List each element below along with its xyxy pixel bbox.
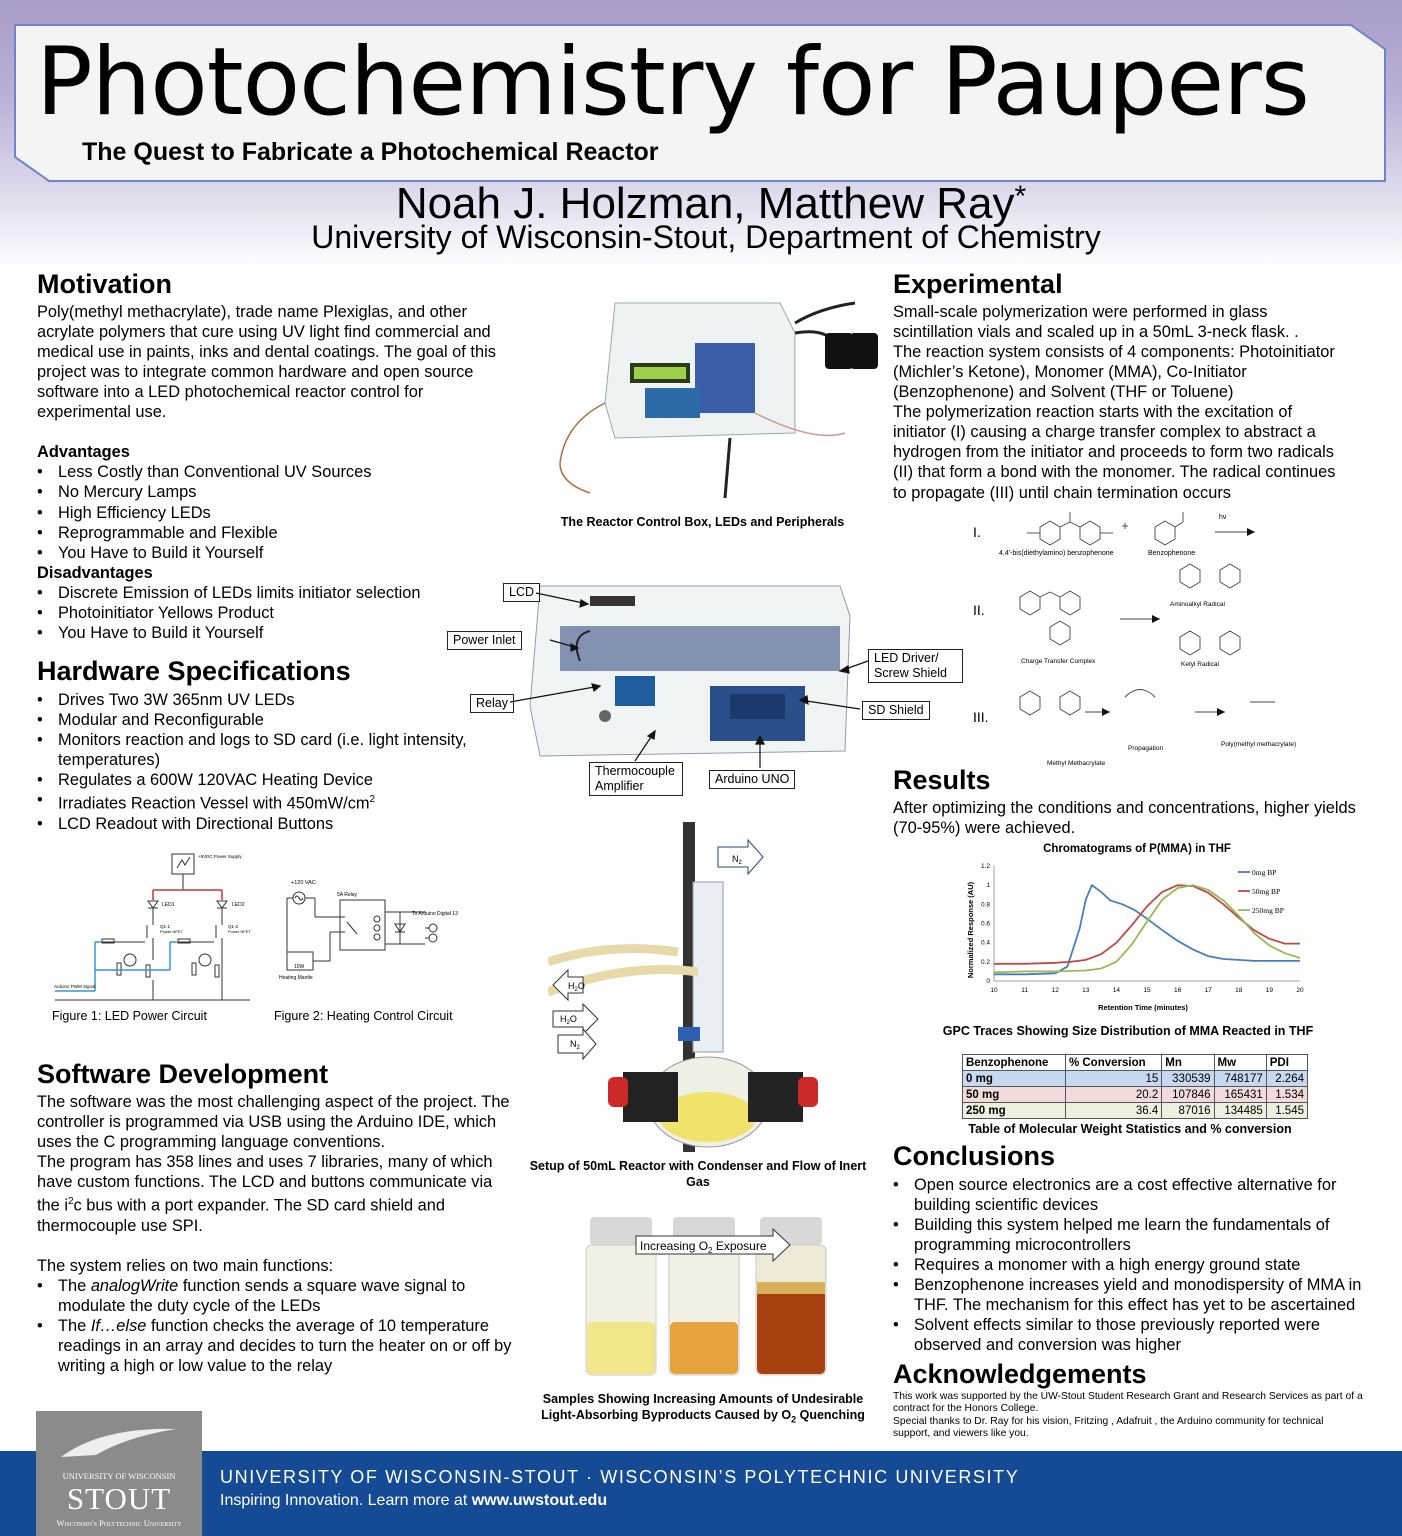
list-item: • Open source electronics are a cost effective alternative for building scientific devices [893,1175,1383,1215]
pmma-label: Poly(methyl methacrylate) [1221,741,1297,748]
list-item: • Reprogrammable and Flexible [37,523,517,543]
conclusions-heading: Conclusions [893,1141,1056,1171]
hardware-section [37,657,487,834]
table-cell: 20.2 [1065,1087,1161,1103]
results-text: After optimizing the conditions and concentrations, higher yields (70-95%) were achieved. [893,798,1356,837]
x-tick-label: 16 [1173,987,1182,994]
aminoalkyl-label: Aminoalkyl Radical [1170,601,1225,608]
x-tick-label: 17 [1204,987,1212,994]
list-item: • Discrete Emission of LEDs limits initiator selection [37,583,517,603]
reaction-scheme [965,502,1305,772]
y-tick-label: 0.2 [980,958,990,966]
acknowledgements-paragraph-1: This work was supported by the UW-Stout Student Research Grant and Research Services as part of a contract for the Honors College. [893,1390,1363,1415]
table-row [963,1103,1308,1119]
x-tick-label: 15 [1143,987,1151,994]
y-tick-label: 1.2 [980,863,990,870]
disadvantages-heading: Disadvantages [37,563,153,582]
acknowledgements-paragraph-2: Special thanks to Dr. Ray for his vision, Fritzing , Adafruit , the Arduino community for technical support, and viewers like you. [893,1415,1324,1440]
experimental-paragraph-1: Small-scale polymerization were performed in glass scintillation vials and scaled up in a 50mL 3-neck flask. . [893,302,1299,341]
table-cell: 165431 [1214,1087,1266,1103]
label-pointer-arrows [440,576,880,776]
svg-text:Increasing O2 Exposure: Increasing $O_2$ Exposure [640,1239,767,1255]
corresponding-author-mark: * [1014,180,1027,213]
experimental-paragraph-2: The reaction system consists of 4 components: Photoinitiator (Michler’s Ketone), Monomer (MMA), Co-Initiator (Benzophenone) and Solvent (THF or Toluene) [893,342,1335,402]
sd-shield-label: SD Shield [862,701,930,720]
list-item: • High Efficiency LEDs [37,503,517,523]
hv-label: hν [1219,514,1227,521]
supply-label: +5VDC Power Supply [198,854,242,859]
h2o-bottom-label: H [560,1014,567,1024]
ketyl-label: Ketyl Radical [1181,661,1219,668]
chart-x-axis-label: Retention Time (minutes) [1098,1003,1188,1012]
step-ii-label: II. [973,602,985,618]
n2-top-label: N [732,854,739,864]
legend-label: 50mg BP [1252,887,1281,896]
x-tick-label: 18 [1235,987,1243,994]
experimental-heading: Experimental [893,269,1063,299]
advantages-list [37,462,517,562]
x-tick-label: 19 [1265,987,1274,994]
led-driver-label: LED Driver/ Screw Shield [868,649,963,683]
x-tick-label: 14 [1112,987,1121,994]
q12-type-label: Power NFET [228,929,251,934]
svg-text:H2O: $H_2O$ [568,981,585,993]
table-header-cell: Benzophenone [963,1055,1066,1071]
list-item: • You Have to Build it Yourself [37,543,517,563]
software-heading: Software Development [37,1059,329,1089]
list-item: • Monitors reaction and logs to SD card (i.e. light intensity, temperatures) [37,730,487,770]
table-header-cell: % Conversion [1065,1055,1161,1071]
x-tick-label: 13 [1082,987,1090,994]
poster-subtitle: The Quest to Fabricate a Photochemical Reactor [82,138,659,166]
x-tick-label: 11 [1021,987,1028,994]
q11-label: Q1-1 [160,924,171,929]
experimental-section [893,270,1345,503]
table-cell: 107846 [1162,1087,1214,1103]
logo-swoosh-icon [56,1425,182,1465]
samples-caption: Samples Showing Increasing Amounts of Undesirable Light-Absorbing Byproducts Caused by $O_2$ Quenching [541,1392,865,1425]
pwm-label: Arduino PWM Signal [54,984,96,989]
q12-label: Q1-2 [228,924,239,929]
svg-text:N2: $N_2$ [570,1039,580,1051]
table-row [963,1087,1308,1103]
list-item: • Benzophenone increases yield and monodispersity of MMA in THF. The mechanism for this effect has yet to be ascertained [893,1275,1383,1315]
y-tick-label: 0 [986,978,990,985]
led-power-circuit-diagram [50,850,265,1008]
table-row [963,1071,1308,1087]
acknowledgements-heading: Acknowledgements [893,1359,1147,1389]
table-cell: 87016 [1162,1103,1214,1119]
list-item: • The analogWrite function sends a square wave signal to modulate the duty cycle of the LEDs [37,1276,512,1316]
footer-university-line: UNIVERSITY OF WISCONSIN-STOUT · WISCONSIN’S POLYTECHNIC UNIVERSITY [220,1467,1020,1487]
table-cell: 330539 [1162,1071,1214,1087]
table-header-cell: Mn [1162,1055,1214,1071]
figure2-caption: Figure 2: Heating Control Circuit [274,1009,453,1023]
list-item: • Irradiates Reaction Vessel with $450mW/cm^2$ [37,790,487,814]
table-cell: 15 [1065,1071,1161,1087]
list-item: • You Have to Build it Yourself [37,623,517,643]
watt-label: 10W [294,964,305,970]
software-section [37,1060,512,1376]
figure1-caption: Figure 1: LED Power Circuit [52,1009,207,1023]
list-item: • LCD Readout with Directional Buttons [37,814,487,834]
poster-title: Photochemistry for Paupers [36,28,1309,137]
table-cell: 36.4 [1065,1103,1161,1119]
list-item: • Less Costly than Conventional UV Sources [37,462,517,482]
svg-text:N2: $N_2$ [732,854,742,866]
authors: Noah J. Holzman, Matthew Ray* [395,179,1027,228]
led2-label: LED2 [232,902,245,908]
relay-label: Relay [470,694,514,713]
y-tick-label: 0.4 [980,939,990,947]
legend-label: 0mg BP [1252,868,1277,877]
vac-label: +120 VAC [291,880,316,886]
mantle-label: Heating Mantle [279,975,313,981]
y-tick-label: 0.8 [980,901,990,909]
footer-website-link[interactable]: www.uwstout.edu [471,1492,608,1509]
software-paragraph-3: The system relies on two main functions: [37,1256,334,1275]
table-cell: 748177 [1214,1071,1266,1087]
digital-pin-label: To Arduino Digital 13 [412,911,458,917]
chart-title: Chromatograms of P(MMA) in THF [1043,843,1231,855]
software-paragraph-2: The program has 358 lines and uses 7 libraries, many of which have custom functions. The LCD and buttons communicate via the $i^2c$ bus with a port expander. The SD card shield and thermocouple use SPI. [37,1152,493,1235]
arduino-uno-label: Arduino UNO [709,770,795,789]
results-section [893,766,1373,838]
software-paragraph-1: The software was the most challenging aspect of the project. The controller is programmed via USB using the Arduino IDE, which uses the C programming language conventions. [37,1092,510,1151]
x-tick-label: 10 [990,987,998,994]
list-item: • Requires a monomer with a high energy ground state [893,1255,1383,1275]
led1-label: LED1 [162,902,175,908]
reactor-control-box-photo [545,293,885,508]
chart-y-axis-label: Normalized Response (AU) [966,881,975,979]
motivation-heading: Motivation [37,269,172,299]
table-caption: Table of Molecular Weight Statistics and % conversion [968,1122,1292,1136]
gpc-chart-caption: GPC Traces Showing Size Distribution of MMA Reacted in THF [942,1024,1314,1038]
footer-tagline: Inspiring Innovation. Learn more at www.uwstout.edu [220,1492,608,1509]
table-cell: 1.534 [1266,1087,1307,1103]
table-cell: 250 mg [963,1103,1066,1119]
x-tick-label: 12 [1051,987,1059,994]
o2-exposure-label: Increasing O [640,1239,709,1253]
software-functions-list [37,1276,512,1376]
molecular-weight-table [962,1054,1308,1119]
motivation-text: Poly(methyl methacrylate), trade name Plexiglas, and other acrylate polymers that cure using UV light find commercial and medical use in paints, inks and dental coatings. The goal of this project was to integrate common hardware and open source software into a LED photochemical reactor control for experimental use. [37,302,496,422]
x-tick-label: 20 [1296,987,1304,994]
series-line [994,885,1300,972]
reactor-setup-photo [548,822,868,1152]
heating-control-circuit-diagram [275,872,475,984]
table-header-row [963,1055,1308,1071]
n2-bottom-label: N [570,1039,577,1049]
control-box-caption: The Reactor Control Box, LEDs and Peripherals [560,515,845,529]
footer-bar [0,1451,1402,1536]
svg-text:H2O: $H_2O$ [560,1014,577,1026]
table-cell: 50 mg [963,1087,1066,1103]
step-i-label: I. [973,524,981,540]
conclusions-section [893,1142,1383,1356]
conclusions-list [893,1175,1383,1356]
table-cell: 134485 [1214,1103,1266,1119]
q11-type-label: Power NFET [160,929,183,934]
gpc-chromatogram-chart [960,838,1310,1018]
affiliation: University of Wisconsin-Stout, Department of Chemistry [311,219,1101,255]
table-header-cell: PDI [1266,1055,1307,1071]
y-tick-label: 0.6 [980,920,990,928]
list-item: • Photoinitiator Yellows Product [37,603,517,623]
series-line [994,885,1300,964]
list-item: • Modular and Reconfigurable [37,710,487,730]
benzophenone-label: Benzophenone [1148,550,1196,557]
uw-stout-logo: UNIVERSITY OF WISCONSIN STOUT Wisconsin's Polytechnic University [36,1411,202,1536]
lcd-label: LCD [503,583,540,602]
list-item: • Drives Two 3W 365nm UV LEDs [37,690,487,710]
ctc-label: Charge Transfer Complex [1021,658,1096,665]
table-cell: 1.545 [1266,1103,1307,1119]
table-cell: 0 mg [963,1071,1066,1087]
experimental-paragraph-3: The polymerization reaction starts with the excitation of initiator (I) causing a charge transfer complex to abstract a hydrogen from the initiator and proceeds to form two radicals (II) that form a bond with the monomer. The radical continues to propagate (III) until chain termination occurs [893,403,1336,502]
list-item: • Building this system helped me learn the fundamentals of programming microcontrollers [893,1215,1383,1255]
power-inlet-label: Power Inlet [447,631,522,650]
results-heading: Results [893,765,991,795]
acknowledgements-section [893,1360,1363,1441]
relay-rating-label: 5A Relay [337,892,358,898]
table-header-cell: Mw [1214,1055,1266,1071]
hardware-list [37,690,487,834]
step-iii-label: III. [973,709,989,725]
list-item: • No Mercury Lamps [37,482,517,502]
advantages-heading: Advantages [37,443,130,462]
list-item: • Solvent effects similar to those previously reported were observed and conversion was higher [893,1315,1383,1355]
reactor-setup-caption: Setup of 50mL Reactor with Condenser and Flow of Inert Gas [529,1159,867,1189]
table-cell: 2.264 [1266,1071,1307,1087]
michler-label: 4,4'-bis(diethylamino) benzophenone [999,550,1114,557]
list-item: • The If…else function checks the average of 10 temperature readings in an array and decides to turn the heater on or off by writing a high or low value to the relay [37,1316,512,1376]
legend-label: 250mg BP [1252,906,1284,915]
mma-label: Methyl Methacrylate [1047,760,1106,767]
y-tick-label: 1 [986,882,990,890]
propagation-label: Propagation [1128,745,1164,752]
sample-vials-photo [578,1212,868,1382]
h2o-top-label: H [568,981,575,991]
thermocouple-amplifier-label: Thermocouple Amplifier [589,762,683,796]
hardware-heading: Hardware Specifications [37,656,351,686]
list-item: • Regulates a 600W 120VAC Heating Device [37,770,487,790]
